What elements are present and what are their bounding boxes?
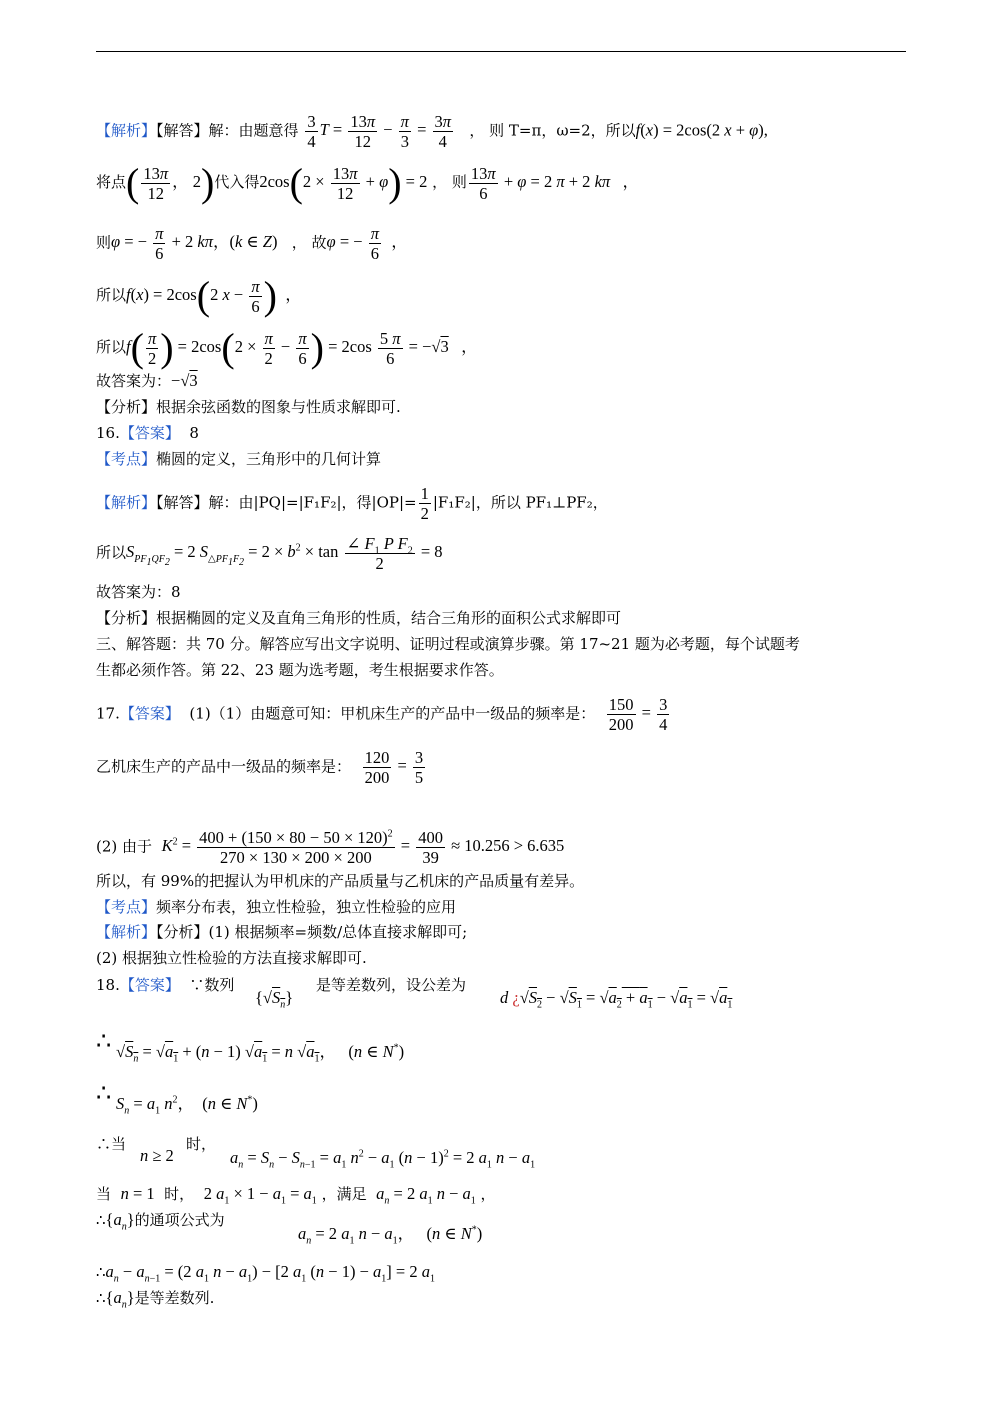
p15-line-2 [96,160,640,205]
text: 生都必须作答。第 22、23 题为选考题，考生根据要求作答。 [96,661,504,679]
problem-number: 17. [96,704,120,723]
p16-answer-line [96,423,199,443]
formula: $\{√S_n\}$ [255,988,294,1011]
fenxi-tag: 【分析】 [156,923,209,941]
formula: $a_n = 2$ $a_1$ $n - a_1$， (n ∈ N*) [298,1224,483,1247]
formula: $\frac{1}{2}$ [420,484,429,523]
p16-analysis [96,608,621,628]
formula: $\frac{120}{200}$ = $\frac{3}{5}$ [364,748,424,787]
formula: $\{a_n\}$ [105,1288,135,1311]
p18-line-6b [298,1224,483,1247]
text: 当 [96,1185,112,1203]
text: 是等差数列，设公差为 [316,976,467,994]
text: (2) 由于 [96,837,153,856]
answer-value: 8 [189,424,199,442]
formula: φ = − $\frac{\pi}{6}$ ， [326,224,408,263]
text: 将点 [96,172,127,191]
p17-line-1 [96,695,671,734]
p17-line-2 [96,748,427,787]
formula: f(x) = 2cos(2 x − $\frac{\pi}{6}$ ) ， [126,273,302,318]
p16-answer [96,582,181,602]
section3-line-1 [96,634,800,654]
fenxi-tag: 【分析】 [96,398,157,416]
text: ∴当 [96,1135,127,1153]
text: 解：由题意得 [208,121,299,140]
jiexi-tag: 【解析】 [96,923,157,941]
p18-seq-set [255,988,294,1011]
text: 乙机床生产的产品中一级品的频率是： [96,757,352,776]
text: 的通项公式为 [134,1211,225,1229]
text: (1)（1）由题意可知：甲机床生产的产品中一级品的频率是： [189,704,596,723]
therefore-symbol: ∴ [96,1027,112,1055]
p17-line-6 [96,922,467,942]
text: 是等差数列. [134,1289,215,1307]
text: 解：由|PQ|=|F₁F₂|，得|OP|= [208,493,417,512]
daan-tag: 【答案】 [119,976,180,994]
text: (2) 根据独立性检验的方法直接求解即可. [96,949,367,967]
text: ， 则 T=π，ω=2，所以 [469,121,636,140]
formula: $a_n = S_n - S_{n-1} = a_1$ $n^2 - a_1$ $(n - 1)^2 = 2$ $a_1$ $n - a_1$ [230,1148,536,1171]
p18-line-2 [116,1042,405,1065]
text: |F₁F₂|，所以 PF₁⊥PF₂， [432,493,608,512]
kaodian-tag: 【考点】 [96,450,157,468]
p15-line-5 [96,325,478,370]
text: 代入得 [214,172,260,191]
problem-number: 18. [96,976,120,994]
p17-line-7 [96,948,367,968]
formula: f(x) = 2cos(2 x + φ), [635,120,768,140]
p16-line-1 [96,484,608,523]
header-rule [96,51,906,52]
formula: n = 1 [120,1184,155,1203]
p17-kaodian [96,897,456,917]
p18-therefore-2 [96,1079,112,1107]
text: 故答案为：8 [96,583,181,601]
fenxi-tag: 【分析】 [96,609,157,627]
text: ∵数列 [189,976,235,994]
p15-analysis [96,397,401,417]
daan-tag: 【答案】 [119,424,180,442]
formula: $\{a_n\}$ [105,1210,135,1233]
p17-line-4 [96,871,584,891]
p18-line-8 [96,1288,215,1311]
text: 所以 [96,285,127,304]
p18-line-4d [230,1148,536,1171]
text: ，满足 [321,1185,367,1203]
text: 时， [186,1135,217,1153]
p18-line-4b [140,1146,174,1166]
text: ， 则 [432,172,467,191]
text: 根据余弦函数的图象与性质求解即可. [156,398,401,416]
text: 所以 [96,337,127,356]
text: 故答案为： [96,372,172,390]
formula: $\frac{150}{200}$ = $\frac{3}{4}$ [608,695,668,734]
jiexi-tag: 【解析】 [96,121,157,140]
formula: 2 $a_1 \times 1 - a_1 = a_1$ [203,1184,317,1207]
formula: d ¿$√S_2 - √S_1 = √a_2 + a_1 - √a_1 = √a_1$ [500,988,733,1011]
formula: 2cos(2 × $\frac{13\pi}{12}$ + φ) = 2 [259,160,428,205]
text: 所以，有 99%的把握认为甲机床的产品质量与乙机床的产品质量有差异。 [96,872,585,890]
problem-number: 16. [96,424,120,442]
therefore-symbol: ∴ [96,1211,106,1229]
section3-line-2 [96,660,504,680]
formula: φ = − $\frac{\pi}{6}$ + 2 kπ，(k ∈ Z) [111,224,278,263]
p16-kaodian [96,449,381,469]
text: (1) 根据频率=频数/总体直接求解即可; [208,923,468,941]
formula: ( $\frac{13\pi}{12}$ ， 2) [126,160,215,205]
p18-line-1 [96,975,234,995]
formula: $S_n = a_1$ $n^2$， (n ∈ N*) [116,1094,258,1117]
text: 则 [96,233,112,252]
p17-line-3 [96,828,564,867]
formula: $K^2$ = $\frac{400 + (150 \times 80 - 50 \times 120)^2}{270 \times 130 \times 200 \times 200}$ = $\frac{400}{39}$ ≈ 10.256 > 6.635 [161,828,565,867]
text: 频率分布表，独立性检验，独立性检验的应用 [156,898,457,916]
p15-line-1 [96,112,768,151]
formula: $√S_n = √a_1 + (n - 1) √a_1 = n$ $√a_1$， (n ∈ N*) [116,1042,405,1065]
formula: f( $\frac{\pi}{2}$ ) = 2cos(2 × $\frac{\pi}{2}$ − $\frac{\pi}{6}$ ) = 2cos $\frac{5 \pi}{6}$ = −√3 ， [126,325,478,370]
p18-line-1b [316,975,466,995]
therefore-symbol: ∴ [96,1263,106,1281]
formula: $a_n - a_{n-1} = (2$ $a_1$ $n - a_1) - [2$ $a_1$ $(n - 1) - a_1] = 2$ $a_1$ [105,1262,435,1285]
therefore-symbol: ∴ [96,1289,106,1307]
kaodian-tag: 【考点】 [96,898,157,916]
jiexi-tag: 【解析】 [96,493,157,512]
p16-line-2 [96,534,443,573]
p15-answer [96,371,198,391]
daan-tag: 【答案】 [119,704,180,723]
jieda-tag: 【解答】 [156,121,209,140]
p18-line-4c [186,1134,216,1154]
formula: −√3 [171,371,198,390]
formula: $\frac{13\pi}{6}$ + φ = 2 π + 2 kπ ， [470,163,640,203]
p18-line-4a [96,1134,126,1154]
formula: $S_{PF_1QF_2} = 2$ $S_{\triangle PF_1F_2} = 2 \times b^2 \times \tan$ $\frac{\angle F_1 P F_2}{2}$ = 8 [126,534,443,573]
formula: $\frac{3}{4}$ T = $\frac{13\pi}{12}$ − $\frac{\pi}{3}$ = $\frac{3\pi}{4}$ [307,112,452,151]
text: 三、解答题：共 70 分。解答应写出文字说明、证明过程或演算步骤。第 17~21 题为必考题，每个试题考 [96,635,800,653]
therefore-symbol: ∴ [96,1079,112,1107]
formula: n ≥ 2 [140,1146,174,1165]
p18-line-3 [116,1094,258,1117]
p15-line-4 [96,273,302,318]
jieda-tag: 【解答】 [156,493,209,512]
p18-line-7 [96,1262,435,1285]
text: 所以 [96,543,127,562]
p18-therefore-1 [96,1027,112,1055]
p18-line-5: 当 n = 1 时， 2 $a_1 \times 1 - a_1 = a_1$ ，满足 $a_n = 2$ $a_1$ $n - a_1$ ， [96,1184,496,1207]
text: 时， [164,1185,195,1203]
text: 椭圆的定义，三角形中的几何计算 [156,450,382,468]
text: 根据椭圆的定义及直角三角形的性质，结合三角形的面积公式求解即可 [156,609,622,627]
p18-line-6a [96,1210,225,1233]
formula: $a_n = 2$ $a_1$ $n - a_1$ [376,1184,476,1207]
p18-line-1c [500,988,733,1011]
text: ， 故 [291,233,327,252]
p15-line-3 [96,224,408,263]
